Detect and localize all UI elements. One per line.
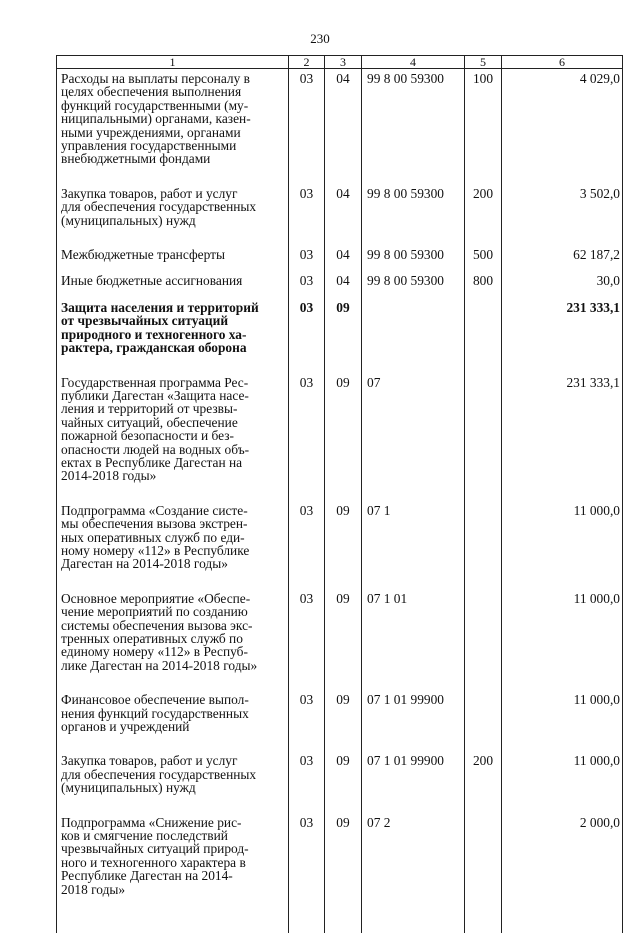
row-target-article: 07 1 01 bbox=[362, 590, 465, 691]
row-target-article: 99 8 00 59300 bbox=[362, 272, 465, 298]
table-row bbox=[57, 69, 623, 185]
table-row bbox=[57, 502, 623, 590]
row-section-code: 03 bbox=[289, 814, 325, 915]
row-name bbox=[57, 374, 289, 502]
row-expense-type: 500 bbox=[465, 246, 502, 272]
row-subsection-code: 09 bbox=[325, 299, 362, 374]
table-row bbox=[57, 299, 623, 374]
row-name-line: чение мероприятий по созданию bbox=[61, 605, 285, 618]
row-target-article: 07 2 bbox=[362, 814, 465, 915]
row-name-line: управления государственными bbox=[61, 139, 285, 152]
row-name-line: единому номеру «112» в Респуб- bbox=[61, 645, 285, 658]
row-subsection-code: 09 bbox=[325, 814, 362, 915]
row-name-line: Иные бюджетные ассигнования bbox=[61, 274, 285, 287]
row-amount: 3 502,0 bbox=[502, 185, 623, 246]
row-name bbox=[57, 272, 289, 298]
filler-cell bbox=[502, 915, 623, 933]
row-section-code: 03 bbox=[289, 69, 325, 185]
row-name-line: органов и учреждений bbox=[61, 720, 285, 733]
row-expense-type: 100 bbox=[465, 69, 502, 185]
row-name-line: природного и техногенного ха- bbox=[61, 328, 285, 341]
row-name-line: тренных оперативных служб по bbox=[61, 632, 285, 645]
row-name bbox=[57, 752, 289, 813]
page-number: 230 bbox=[0, 31, 640, 47]
header-col-6: 6 bbox=[502, 56, 623, 69]
row-section-code: 03 bbox=[289, 752, 325, 813]
header-col-5: 5 bbox=[465, 56, 502, 69]
table-row bbox=[57, 246, 623, 272]
row-target-article: 07 1 01 99900 bbox=[362, 691, 465, 752]
row-expense-type bbox=[465, 691, 502, 752]
table-row bbox=[57, 272, 623, 298]
header-col-1: 1 bbox=[57, 56, 289, 69]
row-subsection-code: 09 bbox=[325, 590, 362, 691]
row-amount: 30,0 bbox=[502, 272, 623, 298]
row-name-line: ному номеру «112» в Республике bbox=[61, 544, 285, 557]
row-name-line: системы обеспечения вызова экс- bbox=[61, 619, 285, 632]
row-expense-type bbox=[465, 299, 502, 374]
table-header bbox=[57, 56, 623, 69]
header-col-2: 2 bbox=[289, 56, 325, 69]
row-section-code: 03 bbox=[289, 272, 325, 298]
row-name-line: Расходы на выплаты персоналу в bbox=[61, 72, 285, 85]
row-name bbox=[57, 185, 289, 246]
row-subsection-code: 04 bbox=[325, 272, 362, 298]
row-amount: 62 187,2 bbox=[502, 246, 623, 272]
row-name bbox=[57, 69, 289, 185]
row-expense-type: 800 bbox=[465, 272, 502, 298]
row-subsection-code: 09 bbox=[325, 691, 362, 752]
row-name bbox=[57, 590, 289, 691]
row-target-article: 99 8 00 59300 bbox=[362, 69, 465, 185]
row-expense-type bbox=[465, 590, 502, 691]
row-name-line: 2014-2018 годы» bbox=[61, 469, 285, 482]
row-name-line: лике Дагестан на 2014-2018 годы» bbox=[61, 659, 285, 672]
row-section-code: 03 bbox=[289, 185, 325, 246]
row-name-line: публики Дагестан «Защита насе- bbox=[61, 389, 285, 402]
row-name-line: Межбюджетные трансферты bbox=[61, 248, 285, 261]
row-name-line: (муниципальных) нужд bbox=[61, 781, 285, 794]
row-name-line: чайных ситуаций, обеспечение bbox=[61, 416, 285, 429]
row-expense-type bbox=[465, 814, 502, 915]
row-subsection-code: 04 bbox=[325, 246, 362, 272]
row-amount: 11 000,0 bbox=[502, 691, 623, 752]
row-name-line: мы обеспечения вызова экстрен- bbox=[61, 517, 285, 530]
row-name-line: Государственная программа Рес- bbox=[61, 376, 285, 389]
row-name-line: Подпрограмма «Создание систе- bbox=[61, 504, 285, 517]
row-name-line: Закупка товаров, работ и услуг bbox=[61, 754, 285, 767]
row-target-article: 07 bbox=[362, 374, 465, 502]
row-name-line: чрезвычайных ситуаций природ- bbox=[61, 842, 285, 855]
row-amount: 231 333,1 bbox=[502, 299, 623, 374]
row-name bbox=[57, 246, 289, 272]
row-amount: 4 029,0 bbox=[502, 69, 623, 185]
row-name-line: Дагестан на 2014-2018 годы» bbox=[61, 557, 285, 570]
row-subsection-code: 04 bbox=[325, 69, 362, 185]
row-name-line: нения функций государственных bbox=[61, 707, 285, 720]
row-name-line: опасности людей на водных объ- bbox=[61, 443, 285, 456]
row-name-line: (муниципальных) нужд bbox=[61, 214, 285, 227]
row-name bbox=[57, 691, 289, 752]
row-section-code: 03 bbox=[289, 691, 325, 752]
header-col-3: 3 bbox=[325, 56, 362, 69]
table-filler-row bbox=[57, 915, 623, 933]
row-name-line: для обеспечения государственных bbox=[61, 200, 285, 213]
table-body bbox=[57, 69, 623, 933]
row-name-line: Защита населения и территорий bbox=[61, 301, 285, 314]
row-subsection-code: 09 bbox=[325, 374, 362, 502]
row-name-line: Закупка товаров, работ и услуг bbox=[61, 187, 285, 200]
table-row bbox=[57, 590, 623, 691]
row-section-code: 03 bbox=[289, 502, 325, 590]
row-name-line: для обеспечения государственных bbox=[61, 768, 285, 781]
row-expense-type bbox=[465, 502, 502, 590]
row-target-article: 07 1 01 99900 bbox=[362, 752, 465, 813]
table-row bbox=[57, 185, 623, 246]
row-amount: 11 000,0 bbox=[502, 752, 623, 813]
row-subsection-code: 09 bbox=[325, 502, 362, 590]
header-row bbox=[57, 56, 623, 69]
filler-cell bbox=[289, 915, 325, 933]
row-section-code: 03 bbox=[289, 299, 325, 374]
row-name-line: рактера, гражданская оборона bbox=[61, 341, 285, 354]
row-amount: 2 000,0 bbox=[502, 814, 623, 915]
row-subsection-code: 09 bbox=[325, 752, 362, 813]
row-name-line: внебюджетными фондами bbox=[61, 152, 285, 165]
row-section-code: 03 bbox=[289, 246, 325, 272]
row-name-line: Основное мероприятие «Обеспе- bbox=[61, 592, 285, 605]
row-name-line: функций государственными (му- bbox=[61, 99, 285, 112]
budget-table bbox=[56, 55, 623, 933]
filler-cell bbox=[325, 915, 362, 933]
row-target-article: 99 8 00 59300 bbox=[362, 246, 465, 272]
row-name-line: ными учреждениями, органами bbox=[61, 126, 285, 139]
filler-cell bbox=[465, 915, 502, 933]
row-name-line: Подпрограмма «Снижение рис- bbox=[61, 816, 285, 829]
row-section-code: 03 bbox=[289, 374, 325, 502]
row-name-line: ных оперативных служб по еди- bbox=[61, 531, 285, 544]
row-name-line: ления и территорий от чрезвы- bbox=[61, 402, 285, 415]
row-name-line: целях обеспечения выполнения bbox=[61, 85, 285, 98]
row-name bbox=[57, 299, 289, 374]
filler-cell bbox=[57, 915, 289, 933]
row-amount: 11 000,0 bbox=[502, 590, 623, 691]
row-expense-type: 200 bbox=[465, 752, 502, 813]
row-amount: 231 333,1 bbox=[502, 374, 623, 502]
row-name-line: 2018 годы» bbox=[61, 883, 285, 896]
row-name-line: ного и техногенного характера в bbox=[61, 856, 285, 869]
row-name-line: Финансовое обеспечение выпол- bbox=[61, 693, 285, 706]
row-target-article: 99 8 00 59300 bbox=[362, 185, 465, 246]
row-amount: 11 000,0 bbox=[502, 502, 623, 590]
table-row bbox=[57, 752, 623, 813]
row-section-code: 03 bbox=[289, 590, 325, 691]
row-target-article bbox=[362, 299, 465, 374]
header-col-4: 4 bbox=[362, 56, 465, 69]
table-row bbox=[57, 691, 623, 752]
row-expense-type: 200 bbox=[465, 185, 502, 246]
table-row bbox=[57, 814, 623, 915]
row-name-line: ниципальными) органами, казен- bbox=[61, 112, 285, 125]
row-name bbox=[57, 814, 289, 915]
row-name-line: ков и смягчение последствий bbox=[61, 829, 285, 842]
row-name-line: ектах в Республике Дагестан на bbox=[61, 456, 285, 469]
row-target-article: 07 1 bbox=[362, 502, 465, 590]
row-name-line: пожарной безопасности и без- bbox=[61, 429, 285, 442]
row-name bbox=[57, 502, 289, 590]
row-name-line: от чрезвычайных ситуаций bbox=[61, 314, 285, 327]
table-row bbox=[57, 374, 623, 502]
row-subsection-code: 04 bbox=[325, 185, 362, 246]
row-name-line: Республике Дагестан на 2014- bbox=[61, 869, 285, 882]
filler-cell bbox=[362, 915, 465, 933]
row-expense-type bbox=[465, 374, 502, 502]
